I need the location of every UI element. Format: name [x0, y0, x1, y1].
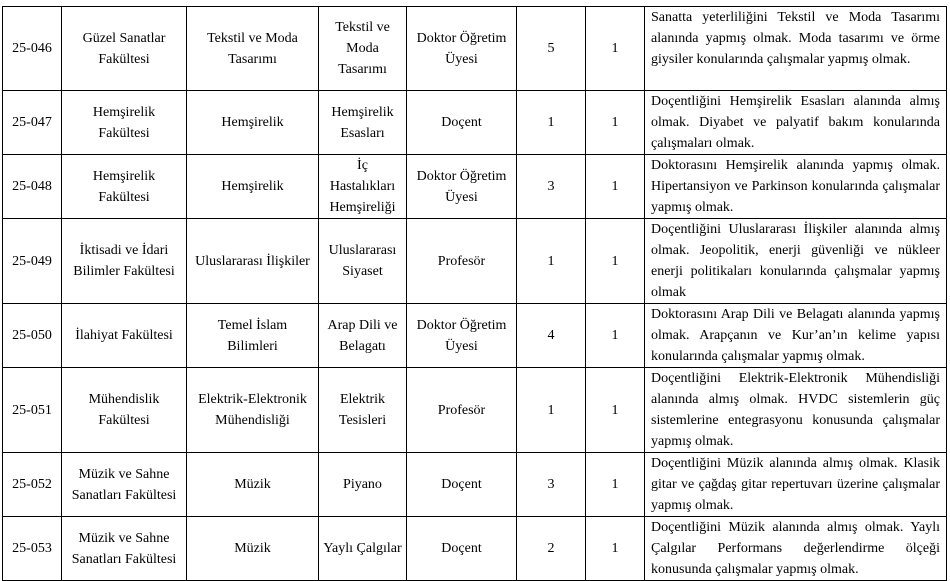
- faculty-cell: Hemşirelik Fakültesi: [62, 155, 187, 219]
- faculty-cell: Müzik ve Sahne Sanatları Fakültesi: [62, 453, 187, 517]
- quota-cell: 1: [586, 304, 645, 368]
- faculty-positions-table: [2, 6, 947, 581]
- field-cell: Piyano: [319, 453, 407, 517]
- title-cell: Profesör: [407, 368, 517, 453]
- requirement-cell: Doktorasını Arap Dili ve Belagatı alanında yapmış olmak. Arapçanın ve Kur’an’ın kelime yapısı konularında çalışmalar yapmış olmak.: [645, 304, 947, 368]
- field-cell: Hemşirelik Esasları: [319, 91, 407, 155]
- faculty-cell: Hemşirelik Fakültesi: [62, 91, 187, 155]
- department-cell: Hemşirelik: [187, 155, 319, 219]
- position-code-cell: 25-051: [3, 368, 62, 453]
- degree-level-cell: 1: [517, 91, 586, 155]
- department-cell: Tekstil ve Moda Tasarımı: [187, 7, 319, 91]
- department-cell: Hemşirelik: [187, 91, 319, 155]
- title-cell: Doçent: [407, 91, 517, 155]
- department-cell: Temel İslam Bilimleri: [187, 304, 319, 368]
- department-cell: Uluslararası İlişkiler: [187, 219, 319, 304]
- requirement-cell: Doktorasını Hemşirelik alanında yapmış olmak. Hipertansiyon ve Parkinson konularında çalışmalar yapmış olmak.: [645, 155, 947, 219]
- field-cell: Uluslararası Siyaset: [319, 219, 407, 304]
- position-code-cell: 25-049: [3, 219, 62, 304]
- position-code-cell: 25-052: [3, 453, 62, 517]
- title-cell: Doçent: [407, 517, 517, 581]
- table-body: [3, 7, 947, 581]
- title-cell: Doçent: [407, 453, 517, 517]
- table-row: [3, 91, 947, 155]
- field-cell: Tekstil ve Moda Tasarımı: [319, 7, 407, 91]
- degree-level-cell: 5: [517, 7, 586, 91]
- table-row: [3, 7, 947, 91]
- requirement-cell: Doçentliğini Elektrik-Elektronik Mühendisliği alanında almış olmak. HVDC sistemlerin güç sistemlerine entegrasyonu konusunda çalışmalar yapmış olmak.: [645, 368, 947, 453]
- table-row: [3, 453, 947, 517]
- table-row: [3, 304, 947, 368]
- title-cell: Doktor Öğretim Üyesi: [407, 7, 517, 91]
- requirement-cell: Doçentliğini Uluslararası İlişkiler alanında almış olmak. Jeopolitik, enerji güvenliği ve nükleer enerji politikaları konularında çalışmalar yapmış olmak: [645, 219, 947, 304]
- quota-cell: 1: [586, 91, 645, 155]
- quota-cell: 1: [586, 368, 645, 453]
- quota-cell: 1: [586, 7, 645, 91]
- field-cell: İç Hastalıkları Hemşireliği: [319, 155, 407, 219]
- faculty-cell: Müzik ve Sahne Sanatları Fakültesi: [62, 517, 187, 581]
- degree-level-cell: 3: [517, 453, 586, 517]
- requirement-cell: Doçentliğini Müzik alanında almış olmak. Klasik gitar ve çağdaş gitar repertuvarı üzerine çalışmalar yapmış olmak.: [645, 453, 947, 517]
- position-code-cell: 25-048: [3, 155, 62, 219]
- department-cell: Müzik: [187, 517, 319, 581]
- field-cell: Arap Dili ve Belagatı: [319, 304, 407, 368]
- quota-cell: 1: [586, 219, 645, 304]
- table-row: [3, 219, 947, 304]
- department-cell: Müzik: [187, 453, 319, 517]
- degree-level-cell: 1: [517, 219, 586, 304]
- degree-level-cell: 1: [517, 368, 586, 453]
- faculty-cell: İktisadi ve İdari Bilimler Fakültesi: [62, 219, 187, 304]
- department-cell: Elektrik-Elektronik Mühendisliği: [187, 368, 319, 453]
- title-cell: Doktor Öğretim Üyesi: [407, 155, 517, 219]
- faculty-cell: Mühendislik Fakültesi: [62, 368, 187, 453]
- position-code-cell: 25-046: [3, 7, 62, 91]
- title-cell: Profesör: [407, 219, 517, 304]
- quota-cell: 1: [586, 517, 645, 581]
- position-code-cell: 25-050: [3, 304, 62, 368]
- position-code-cell: 25-053: [3, 517, 62, 581]
- requirement-cell: Doçentliğini Müzik alanında almış olmak. Yaylı Çalgılar Performans değerlendirme ölçeği konusunda çalışmalar yapmış olmak.: [645, 517, 947, 581]
- requirement-cell: Doçentliğini Hemşirelik Esasları alanında almış olmak. Diyabet ve palyatif bakım konularında çalışmaları olmak.: [645, 91, 947, 155]
- table-row: [3, 155, 947, 219]
- position-code-cell: 25-047: [3, 91, 62, 155]
- faculty-cell: İlahiyat Fakültesi: [62, 304, 187, 368]
- degree-level-cell: 2: [517, 517, 586, 581]
- field-cell: Elektrik Tesisleri: [319, 368, 407, 453]
- table-row: [3, 517, 947, 581]
- degree-level-cell: 3: [517, 155, 586, 219]
- degree-level-cell: 4: [517, 304, 586, 368]
- title-cell: Doktor Öğretim Üyesi: [407, 304, 517, 368]
- quota-cell: 1: [586, 155, 645, 219]
- faculty-cell: Güzel Sanatlar Fakültesi: [62, 7, 187, 91]
- table-row: [3, 368, 947, 453]
- requirement-cell: Sanatta yeterliliğini Tekstil ve Moda Tasarımı alanında yapmış olmak. Moda tasarımı ve örme giysiler konularında çalışmalar yapmış olmak.: [645, 7, 947, 91]
- quota-cell: 1: [586, 453, 645, 517]
- field-cell: Yaylı Çalgılar: [319, 517, 407, 581]
